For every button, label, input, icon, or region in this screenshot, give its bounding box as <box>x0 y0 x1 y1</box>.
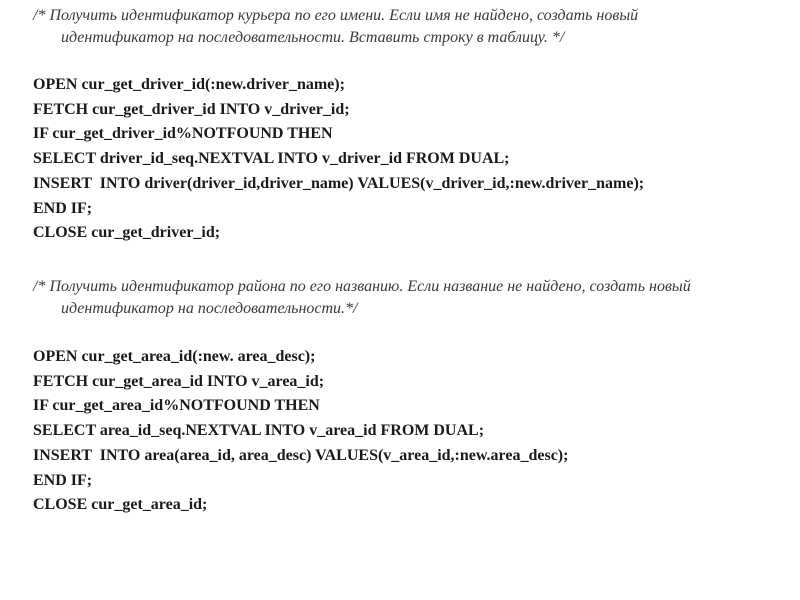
code-line: IF cur_get_area_id%NOTFOUND THEN <box>33 397 320 415</box>
comment-line: идентификатор на последовательности.*/ <box>61 300 358 317</box>
code-line: INSERT INTO driver(driver_id,driver_name) VALUES(v_driver_id,:new.driver_name); <box>33 174 645 192</box>
code-line: SELECT area_id_seq.NEXTVAL INTO v_area_id FROM DUAL; <box>33 422 485 440</box>
code-line: FETCH cur_get_driver_id INTO v_driver_id; <box>33 100 350 118</box>
code-line: SELECT driver_id_seq.NEXTVAL INTO v_driver_id FROM DUAL; <box>33 150 510 168</box>
code-line: FETCH cur_get_area_id INTO v_area_id; <box>33 372 325 390</box>
area-code-block <box>33 345 568 518</box>
code-line: END IF; <box>33 471 93 489</box>
driver-comment <box>33 5 773 49</box>
area-comment <box>33 276 773 320</box>
code-line: IF cur_get_driver_id%NOTFOUND THEN <box>33 125 333 143</box>
code-line: OPEN cur_get_driver_id(:new.driver_name); <box>33 76 345 93</box>
code-line: END IF; <box>33 199 93 217</box>
code-line: INSERT INTO area(area_id, area_desc) VALUES(v_area_id,:new.area_desc); <box>33 446 569 464</box>
code-line: CLOSE cur_get_driver_id; <box>33 224 221 242</box>
code-line: OPEN cur_get_area_id(:new. area_desc); <box>33 348 316 365</box>
comment-line: /* Получить идентификатор района по его названию. Если название не найдено, создать новый <box>33 278 691 295</box>
comment-line: идентификатор на последовательности. Вставить строку в таблицу. */ <box>61 29 565 46</box>
driver-code-block <box>33 73 644 246</box>
comment-line: /* Получить идентификатор курьера по его имени. Если имя не найдено, создать новый <box>33 7 639 24</box>
code-line: CLOSE cur_get_area_id; <box>33 496 208 514</box>
